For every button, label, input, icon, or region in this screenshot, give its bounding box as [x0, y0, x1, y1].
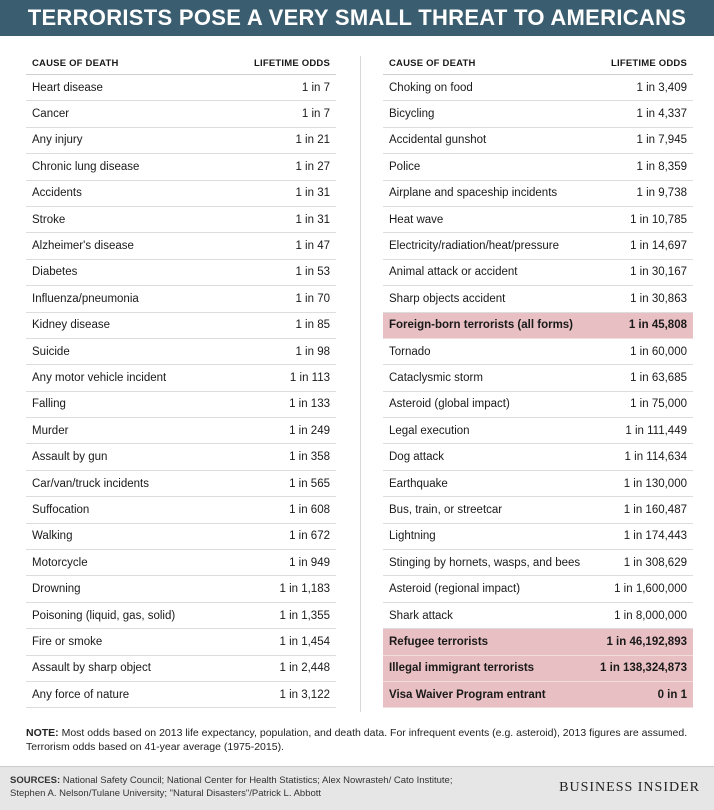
cause-cell: Illegal immigrant terrorists — [383, 655, 594, 681]
table-row — [383, 338, 693, 364]
odds-cell: 1 in 31 — [237, 206, 336, 232]
cause-cell: Heart disease — [26, 75, 237, 101]
column-divider — [360, 56, 361, 712]
table-row-highlighted — [383, 312, 693, 338]
sources-list: National Safety Council; National Center for Health Statistics; Alex Nowrasteh/ Cato Institute; Stephen A. Nelson/Tulane University; "Natural Disasters"/Patrick L. Abbott — [10, 775, 453, 799]
odds-cell: 1 in 85 — [237, 312, 336, 338]
table-row — [26, 391, 336, 417]
table-row — [383, 206, 693, 232]
odds-cell: 1 in 98 — [237, 338, 336, 364]
odds-cell: 1 in 63,685 — [594, 365, 693, 391]
table-header-row — [383, 52, 693, 75]
cause-cell: Animal attack or accident — [383, 259, 594, 285]
table-row-highlighted — [383, 655, 693, 681]
table-row — [383, 101, 693, 127]
odds-cell: 1 in 358 — [237, 444, 336, 470]
table-row — [26, 523, 336, 549]
sources-text — [10, 774, 480, 800]
sources-label: SOURCES: — [10, 775, 61, 786]
note-label: NOTE: — [26, 727, 59, 739]
cause-cell: Fire or smoke — [26, 629, 237, 655]
left-table-panel — [26, 52, 336, 708]
odds-cell: 0 in 1 — [594, 681, 693, 707]
table-row — [26, 444, 336, 470]
cause-cell: Any injury — [26, 127, 237, 153]
table-row — [26, 180, 336, 206]
table-row — [26, 233, 336, 259]
odds-table-right — [383, 52, 693, 708]
cause-cell: Suffocation — [26, 497, 237, 523]
cause-cell: Falling — [26, 391, 237, 417]
odds-cell: 1 in 1,600,000 — [594, 576, 693, 602]
cause-cell: Murder — [26, 418, 237, 444]
table-row — [383, 259, 693, 285]
cause-cell: Drowning — [26, 576, 237, 602]
odds-cell: 1 in 14,697 — [594, 233, 693, 259]
table-header-row — [26, 52, 336, 75]
cause-cell: Stroke — [26, 206, 237, 232]
table-row — [26, 497, 336, 523]
cause-cell: Accidents — [26, 180, 237, 206]
odds-cell: 1 in 1,355 — [237, 602, 336, 628]
table-row — [26, 470, 336, 496]
table-row — [383, 154, 693, 180]
table-row — [383, 391, 693, 417]
cause-cell: Any motor vehicle incident — [26, 365, 237, 391]
odds-cell: 1 in 3,122 — [237, 681, 336, 707]
cause-cell: Kidney disease — [26, 312, 237, 338]
chart-title: TERRORISTS POSE A VERY SMALL THREAT TO AMERICANS — [0, 0, 714, 36]
table-row — [26, 655, 336, 681]
cause-cell: Assault by sharp object — [26, 655, 237, 681]
table-row — [383, 127, 693, 153]
table-row — [383, 576, 693, 602]
cause-cell: Police — [383, 154, 594, 180]
cause-cell: Foreign-born terrorists (all forms) — [383, 312, 594, 338]
odds-cell: 1 in 30,863 — [594, 286, 693, 312]
odds-cell: 1 in 8,000,000 — [594, 602, 693, 628]
table-row — [26, 206, 336, 232]
table-row — [383, 602, 693, 628]
table-row — [26, 154, 336, 180]
footer-bar — [0, 766, 714, 810]
cause-cell: Diabetes — [26, 259, 237, 285]
odds-cell: 1 in 174,443 — [594, 523, 693, 549]
odds-cell: 1 in 2,448 — [237, 655, 336, 681]
odds-cell: 1 in 47 — [237, 233, 336, 259]
odds-cell: 1 in 31 — [237, 180, 336, 206]
cause-cell: Chronic lung disease — [26, 154, 237, 180]
right-table-panel — [383, 52, 693, 708]
odds-cell: 1 in 45,808 — [594, 312, 693, 338]
cause-cell: Choking on food — [383, 75, 594, 101]
table-row — [26, 365, 336, 391]
table-row — [26, 602, 336, 628]
brand-logo: BUSINESS INSIDER — [559, 780, 700, 795]
cause-cell: Electricity/radiation/heat/pressure — [383, 233, 594, 259]
cause-cell: Shark attack — [383, 602, 594, 628]
cause-cell: Sharp objects accident — [383, 286, 594, 312]
odds-cell: 1 in 133 — [237, 391, 336, 417]
table-row — [383, 523, 693, 549]
table-row — [26, 101, 336, 127]
footnote — [26, 726, 696, 754]
table-row — [383, 75, 693, 101]
cause-cell: Bus, train, or streetcar — [383, 497, 594, 523]
odds-cell: 1 in 8,359 — [594, 154, 693, 180]
table-row — [26, 576, 336, 602]
cause-cell: Suicide — [26, 338, 237, 364]
odds-cell: 1 in 46,192,893 — [594, 629, 693, 655]
table-row — [383, 470, 693, 496]
table-row — [26, 127, 336, 153]
cause-cell: Tornado — [383, 338, 594, 364]
cause-cell: Airplane and spaceship incidents — [383, 180, 594, 206]
odds-cell: 1 in 3,409 — [594, 75, 693, 101]
table-row-highlighted — [383, 681, 693, 707]
table-row — [383, 444, 693, 470]
cause-cell: Motorcycle — [26, 550, 237, 576]
cause-cell: Accidental gunshot — [383, 127, 594, 153]
odds-cell: 1 in 160,487 — [594, 497, 693, 523]
table-row — [26, 259, 336, 285]
odds-cell: 1 in 608 — [237, 497, 336, 523]
cause-cell: Alzheimer's disease — [26, 233, 237, 259]
odds-cell: 1 in 7 — [237, 75, 336, 101]
column-header-odds: LIFETIME ODDS — [237, 52, 336, 75]
note-text: Most odds based on 2013 life expectancy, population, and death data. For infrequent events (e.g. asteroid), 2013 figures are assumed. Terrorism odds based on 41-year average (1975-2015). — [26, 727, 688, 753]
table-row — [383, 497, 693, 523]
odds-cell: 1 in 53 — [237, 259, 336, 285]
table-row — [26, 681, 336, 707]
table-row — [383, 365, 693, 391]
odds-cell: 1 in 308,629 — [594, 550, 693, 576]
table-row — [26, 418, 336, 444]
cause-cell: Asteroid (global impact) — [383, 391, 594, 417]
cause-cell: Asteroid (regional impact) — [383, 576, 594, 602]
cause-cell: Poisoning (liquid, gas, solid) — [26, 602, 237, 628]
column-header-cause: CAUSE OF DEATH — [383, 52, 594, 75]
table-row — [26, 550, 336, 576]
cause-cell: Cataclysmic storm — [383, 365, 594, 391]
cause-cell: Visa Waiver Program entrant — [383, 681, 594, 707]
odds-cell: 1 in 114,634 — [594, 444, 693, 470]
table-row — [383, 180, 693, 206]
odds-cell: 1 in 130,000 — [594, 470, 693, 496]
cause-cell: Lightning — [383, 523, 594, 549]
odds-cell: 1 in 111,449 — [594, 418, 693, 444]
table-row — [26, 312, 336, 338]
cause-cell: Assault by gun — [26, 444, 237, 470]
table-row — [26, 286, 336, 312]
table-row — [383, 233, 693, 259]
cause-cell: Stinging by hornets, wasps, and bees — [383, 550, 594, 576]
odds-cell: 1 in 4,337 — [594, 101, 693, 127]
cause-cell: Dog attack — [383, 444, 594, 470]
table-row — [383, 418, 693, 444]
cause-cell: Any force of nature — [26, 681, 237, 707]
odds-table-left — [26, 52, 336, 708]
table-row — [383, 286, 693, 312]
odds-cell: 1 in 7,945 — [594, 127, 693, 153]
cause-cell: Car/van/truck incidents — [26, 470, 237, 496]
cause-cell: Legal execution — [383, 418, 594, 444]
odds-cell: 1 in 60,000 — [594, 338, 693, 364]
column-header-odds: LIFETIME ODDS — [594, 52, 693, 75]
odds-cell: 1 in 672 — [237, 523, 336, 549]
table-row — [26, 629, 336, 655]
odds-cell: 1 in 1,183 — [237, 576, 336, 602]
column-header-cause: CAUSE OF DEATH — [26, 52, 237, 75]
odds-cell: 1 in 565 — [237, 470, 336, 496]
odds-cell: 1 in 7 — [237, 101, 336, 127]
table-row — [383, 550, 693, 576]
cause-cell: Earthquake — [383, 470, 594, 496]
odds-cell: 1 in 1,454 — [237, 629, 336, 655]
cause-cell: Influenza/pneumonia — [26, 286, 237, 312]
cause-cell: Heat wave — [383, 206, 594, 232]
cause-cell: Walking — [26, 523, 237, 549]
odds-cell: 1 in 10,785 — [594, 206, 693, 232]
odds-cell: 1 in 27 — [237, 154, 336, 180]
odds-cell: 1 in 9,738 — [594, 180, 693, 206]
cause-cell: Refugee terrorists — [383, 629, 594, 655]
cause-cell: Cancer — [26, 101, 237, 127]
table-row — [26, 75, 336, 101]
odds-cell: 1 in 30,167 — [594, 259, 693, 285]
odds-cell: 1 in 113 — [237, 365, 336, 391]
table-row — [26, 338, 336, 364]
odds-cell: 1 in 75,000 — [594, 391, 693, 417]
odds-cell: 1 in 70 — [237, 286, 336, 312]
cause-cell: Bicycling — [383, 101, 594, 127]
odds-cell: 1 in 249 — [237, 418, 336, 444]
odds-cell: 1 in 138,324,873 — [594, 655, 693, 681]
odds-cell: 1 in 21 — [237, 127, 336, 153]
table-row-highlighted — [383, 629, 693, 655]
odds-cell: 1 in 949 — [237, 550, 336, 576]
